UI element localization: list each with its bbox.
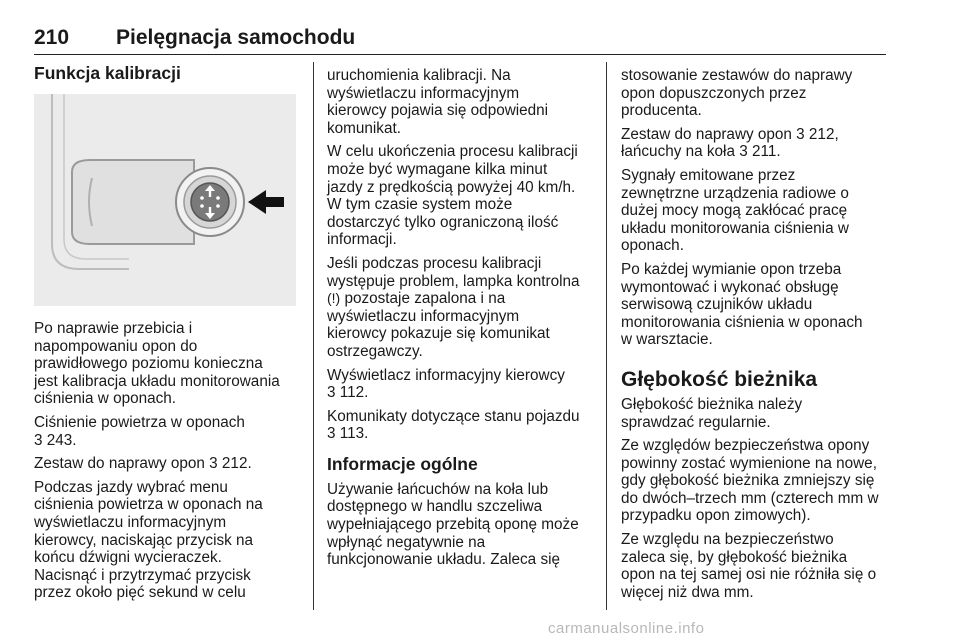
page-reference-link[interactable]: Zestaw do naprawy opon 3 212. bbox=[34, 455, 252, 473]
paragraph: uruchomienia kalibracji. Na wyświetlaczu informacyjnym kierowcy pojawia się odpowiedni komunikat. bbox=[327, 67, 549, 137]
paragraph: Podczas jazdy wybrać menu ciśnienia powietrza w oponach na wyświetlaczu informacyjnym kierowcy, naciskając przycisk na końcu dźwigni wycieraczek. Nacisnąć i przytrzymać przycisk przez około pięć sekund w celu bbox=[34, 478, 263, 602]
running-title: Pielęgnacja samochodu bbox=[116, 26, 356, 49]
section-heading-calibration: Funkcja kalibracji bbox=[34, 63, 181, 83]
paragraph: Po naprawie przebicia i napompowaniu opon do prawidłowego poziomu konieczna jest kalibracja układu monitorowania ciśnienia w oponach. bbox=[34, 320, 280, 408]
page-reference-link[interactable]: Zestaw do naprawy opon 3 212, bbox=[621, 125, 839, 143]
watermark: carmanualsonline.info bbox=[548, 620, 705, 637]
paragraph: Używanie łańcuchów na koła lub dostępnego w handlu szczeliwa wypełniającego przebitą oponę może wpłynąć negatywnie na funkcjonowanie układu. Zaleca się bbox=[327, 480, 579, 569]
paragraph: W celu ukończenia procesu kalibracji może być wymagane kilka minut jazdy z prędkością powyżej 40 km/h. W tym czasie system może dostarczyć tylko ograniczoną ilość informacji. bbox=[327, 143, 578, 249]
page-reference-link[interactable]: 3 243. bbox=[34, 431, 77, 449]
paragraph: Po każdej wymianie opon trzeba wymontować i wykonać obsługę serwisową czujników układu monitorowania ciśnienia w oponach w warsztacie. bbox=[621, 260, 863, 349]
paragraph: Głębokość bieżnika należy sprawdzać regularnie. bbox=[621, 395, 803, 431]
paragraph: Ze względów bezpieczeństwa opony powinny zostać wymienione na nowe, gdy głębokość bieżnika zmniejszy się do dwóch–trzech mm (czterech mm w przypadku opon zimowych). bbox=[621, 437, 879, 525]
section-heading-general-info: Informacje ogólne bbox=[327, 453, 478, 474]
paragraph: Sygnały emitowane przez zewnętrzne urządzenia radiowe o dużej mocy mogą zakłócać pracę układu monitorowania ciśnienia w oponach. bbox=[621, 166, 849, 255]
column-divider bbox=[313, 62, 314, 610]
wiper-lever-button-icon bbox=[34, 94, 296, 306]
tire-pressure-warning-icon: (!) bbox=[327, 290, 341, 307]
paragraph: Jeśli podczas procesu kalibracji występuje problem, lampka kontrolna (!) pozostaje zapalona i na wyświetlaczu informacyjnym kierowcy pokazuje się komunikat ostrzegawczy. bbox=[327, 254, 580, 360]
page-reference-link[interactable]: 3 113. bbox=[327, 425, 369, 443]
paragraph: Komunikaty dotyczące stanu pojazdu 3 113. bbox=[327, 408, 593, 443]
page-reference-link[interactable]: 3 112. bbox=[327, 384, 369, 402]
column-1 bbox=[34, 62, 296, 608]
wiper-lever-illustration bbox=[34, 94, 296, 306]
paragraph: Ze względu na bezpieczeństwo zaleca się, by głębokość bieżnika opon na tej samej osi nie różniła się o więcej niż dwa mm. bbox=[621, 531, 877, 601]
page-number: 210 bbox=[34, 26, 70, 49]
paragraph: Wyświetlacz informacyjny kierowcy 3 112. bbox=[327, 367, 593, 402]
section-heading-tread-depth: Głębokość bieżnika bbox=[621, 367, 818, 391]
paragraph bbox=[621, 126, 889, 161]
page-header bbox=[34, 26, 886, 55]
paragraph: stosowanie zestawów do naprawy opon dopuszczonych przez producenta. bbox=[621, 67, 853, 120]
paragraph bbox=[34, 455, 296, 473]
column-divider bbox=[606, 62, 607, 610]
column-3 bbox=[621, 67, 889, 607]
paragraph: Ciśnienie powietrza w oponach 3 243. bbox=[34, 414, 296, 449]
page-reference-link[interactable]: łańcuchy na koła 3 211. bbox=[621, 143, 781, 161]
column-2 bbox=[327, 67, 593, 575]
